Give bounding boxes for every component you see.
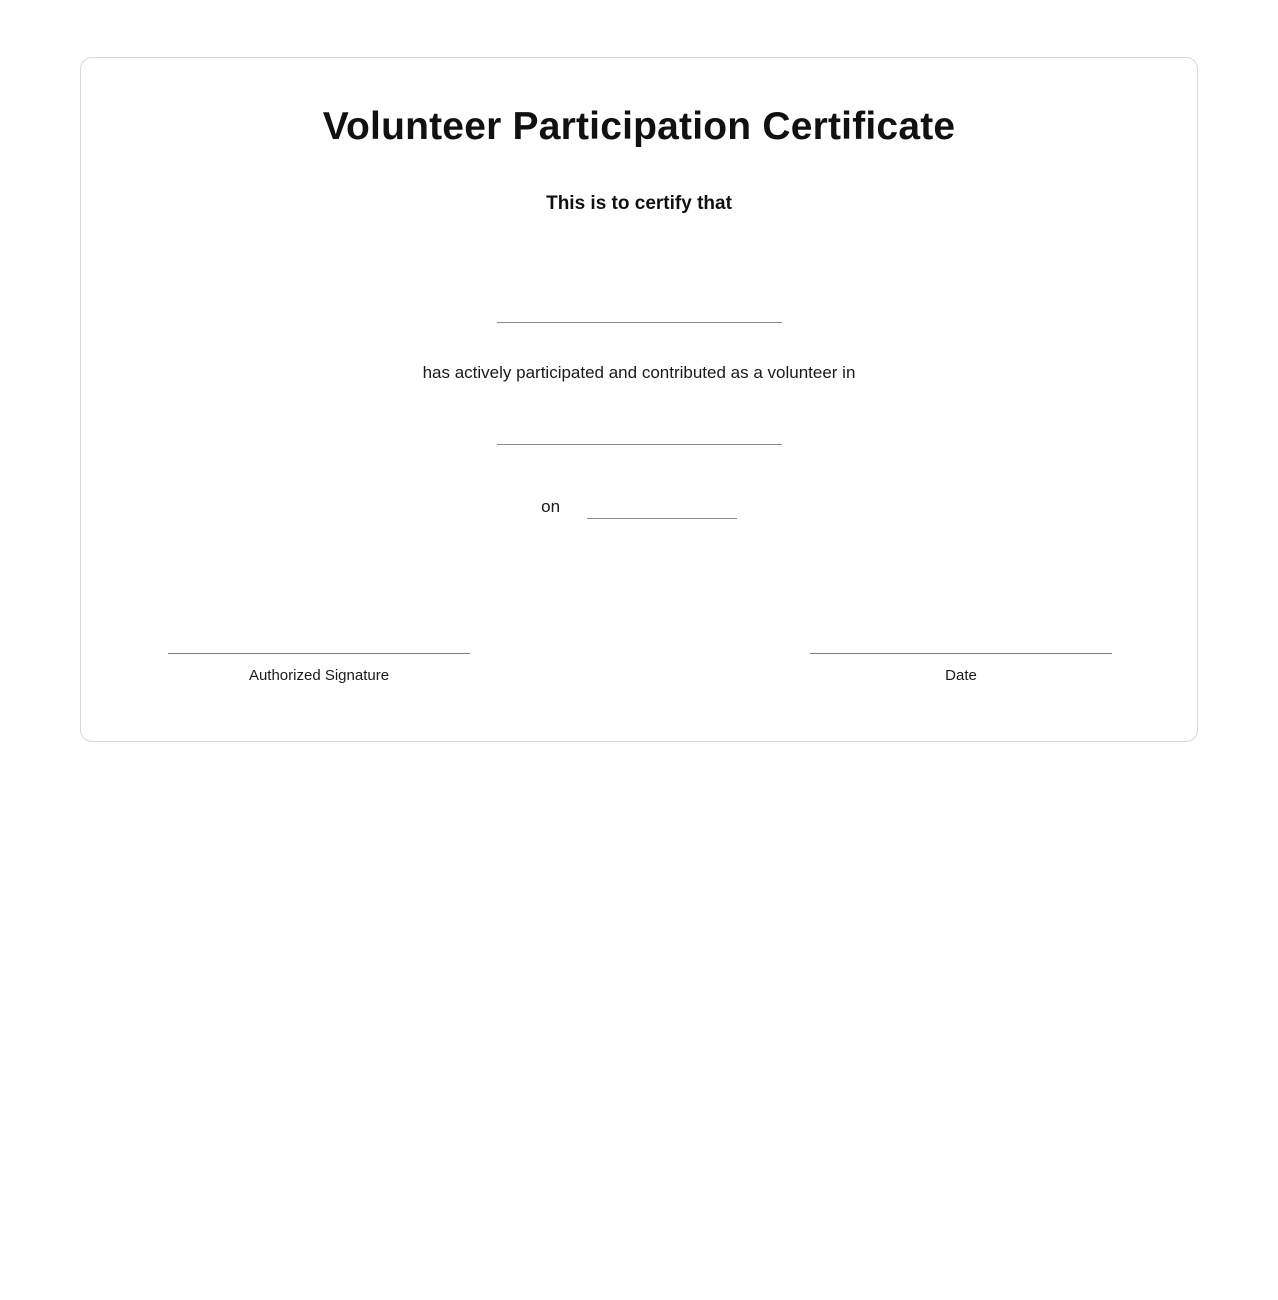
recipient-name-field[interactable] [497,298,782,323]
certificate-body-text: has actively participated and contributed as a volunteer in [422,363,856,382]
on-label: on [541,497,561,516]
date-signature-line[interactable] [810,652,1112,654]
certificate-card [80,57,1198,742]
activity-name-row [81,420,1197,445]
authorized-signature-line[interactable] [168,652,470,654]
date-label: Date [945,667,977,684]
event-date-field[interactable] [587,494,737,519]
event-date-row [81,494,1197,519]
authorized-signature-block [168,652,470,684]
certificate-subtitle: This is to certify that [546,193,732,214]
recipient-name-row [81,298,1197,323]
date-signature-block [810,652,1112,684]
page-title: Volunteer Participation Certificate [322,105,956,148]
activity-name-field[interactable] [497,420,782,445]
authorized-signature-label: Authorized Signature [248,667,390,684]
